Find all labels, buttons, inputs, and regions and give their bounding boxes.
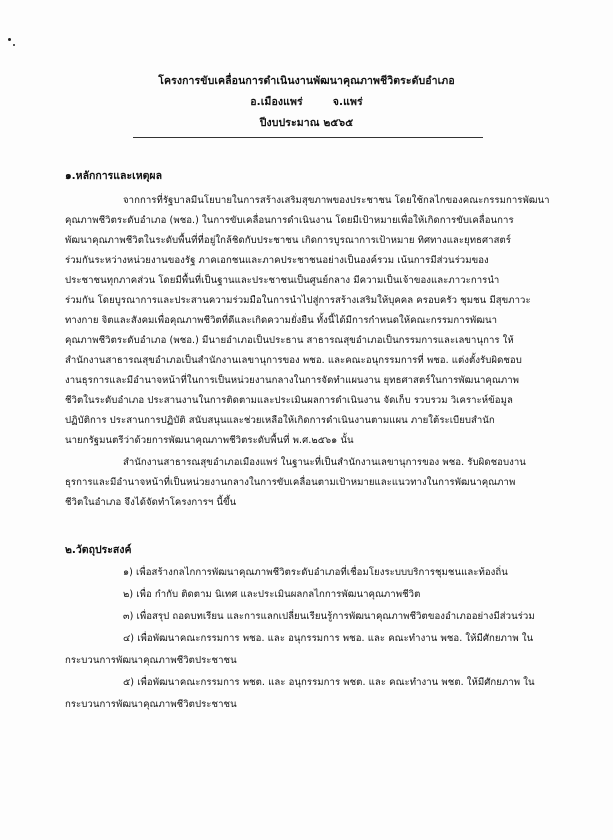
document-fiscal-year: ปีงบประมาณ ๒๕๖๕ [259, 117, 354, 129]
objective-line: ๓) เพื่อสรุป ถอดบทเรียน และการแลกเปลี่ยนเรียนรู้การพัฒนาคุณภาพชีวิตของอำเภออย่างมีส่วนร่วม [123, 611, 535, 622]
section1-line: จากการที่รัฐบาลมีนโยบายในการสร้างเสริมสุขภาพของประชาชน โดยใช้กลไกของคณะกรรมการพัฒนา [123, 195, 550, 206]
section1-line: ทางกาย จิตและสังคมเพื่อคุณภาพชีวิตที่ดีและเกิดความยั่งยืน ทั้งนี้ได้มีการกำหนดให้คณะกรรมการพัฒนา [65, 315, 498, 326]
section1-line: ธุรการและมีอำนาจหน้าที่เป็นหน่วยงานกลางในการขับเคลื่อนตามเป้าหมายและแนวทางในการพัฒนาคุณภาพ [65, 477, 516, 488]
objective-line: ๑) เพื่อสร้างกลไกการพัฒนาคุณภาพชีวิตระดับอำเภอที่เชื่อมโยงระบบบริการชุมชนและท้องถิ่น [123, 567, 508, 578]
section1-heading: ๑.หลักการและเหตุผล [65, 170, 163, 182]
scan-speck [13, 44, 15, 46]
section1-line: ชีวิตในอำเภอ จึงได้จัดทำโครงการฯ นี้ขึ้น [65, 497, 237, 508]
section1-line: คุณภาพชีวิตระดับอำเภอ (พชอ.) ในการขับเคลื่อนการดำเนินงาน โดยมีเป้าหมายเพื่อให้เกิดการขับเคลื่อนการ [65, 215, 514, 226]
section1-line: ปฏิบัติการ ประสานการปฏิบัติ สนับสนุนและช่วยเหลือให้เกิดการดำเนินงานตามแผน ภายใต้ระเบียบสำนัก [65, 415, 495, 426]
section1-line: ร่วมกันระหว่างหน่วยงานของรัฐ ภาคเอกชนและภาคประชาชนอย่างเป็นองค์รวม เน้นการมีส่วนร่วมของ [65, 255, 489, 266]
section1-line: พัฒนาคุณภาพชีวิตในระดับพื้นที่ที่อยู่ใกล้ชิดกับประชาชน เกิดการบูรณาการเป้าหมาย ทิศทางและยุทธศาสตร์ [65, 235, 511, 246]
objective-line: ๒) เพื่อ กำกับ ติดตาม นิเทศ และประเมินผลกลไกการพัฒนาคุณภาพชีวิต [123, 589, 421, 600]
section1-line: ร่วมกัน โดยบูรณาการและประสานความร่วมมือในการนำไปสู่การสร้างเสริมให้บุคคล ครอบครัว ชุมชน มีสุขภาวะ [65, 295, 531, 306]
section1-line: คุณภาพชีวิตระดับอำเภอ (พชอ.) มีนายอำเภอเป็นประธาน สาธารณสุขอำเภอเป็นกรรมการและเลขานุการ ให้ [65, 335, 514, 346]
objective-line: ๕) เพื่อพัฒนาคณะกรรมการ พชต. และ อนุกรรมการ พชต. และ คณะทำงาน พชต. ให้มีศักยภาพ ใน [123, 677, 535, 688]
objective-line: กระบวนการพัฒนาคุณภาพชีวิตประชาชน [65, 699, 237, 710]
document-location: อ.เมืองแพร่ จ.แพร่ [250, 96, 363, 108]
section2-heading: ๒.วัตถุประสงค์ [65, 544, 132, 556]
section1-line: นายกรัฐมนตรีว่าด้วยการพัฒนาคุณภาพชีวิตระดับพื้นที่ พ.ศ.๒๕๖๑ นั้น [65, 435, 354, 446]
section1-line: ชีวิตในระดับอำเภอ ประสานงานในการติดตามและประเมินผลการดำเนินงาน จัดเก็บ รวบรวม วิเคราะห์ข้อมูล [65, 395, 513, 406]
objective-line: กระบวนการพัฒนาคุณภาพชีวิตประชาชน [65, 655, 237, 666]
section1-line: สำนักงานสาธารณสุขอำเภอเมืองแพร่ ในฐานะที่เป็นสำนักงานเลขานุการของ พชอ. รับผิดชอบงาน [123, 457, 526, 468]
objective-line: ๔) เพื่อพัฒนาคณะกรรมการ พชอ. และ อนุกรรมการ พชอ. และ คณะทำงาน พชอ. ให้มีศักยภาพ ใน [123, 633, 534, 644]
section1-line: ประชาชนทุกภาคส่วน โดยมีพื้นที่เป็นฐานและประชาชนเป็นศูนย์กลาง มีความเป็นเจ้าของและภาวะการนำ [65, 275, 500, 286]
scan-speck [8, 38, 11, 41]
section1-line: งานธุรการและมีอำนาจหน้าที่ในการเป็นหน่วยงานกลางในการจัดทำแผนงาน ยุทธศาสตร์ในการพัฒนาคุณภาพ [65, 375, 520, 386]
title-divider [133, 137, 483, 138]
section1-line: สำนักงานสาธารณสุขอำเภอเป็นสำนักงานเลขานุการของ พชอ. และคณะอนุกรรมการที่ พชอ. แต่งตั้งรับผิดชอบ [65, 355, 522, 366]
document-title: โครงการขับเคลื่อนการดำเนินงานพัฒนาคุณภาพชีวิตระดับอำเภอ [158, 75, 455, 87]
